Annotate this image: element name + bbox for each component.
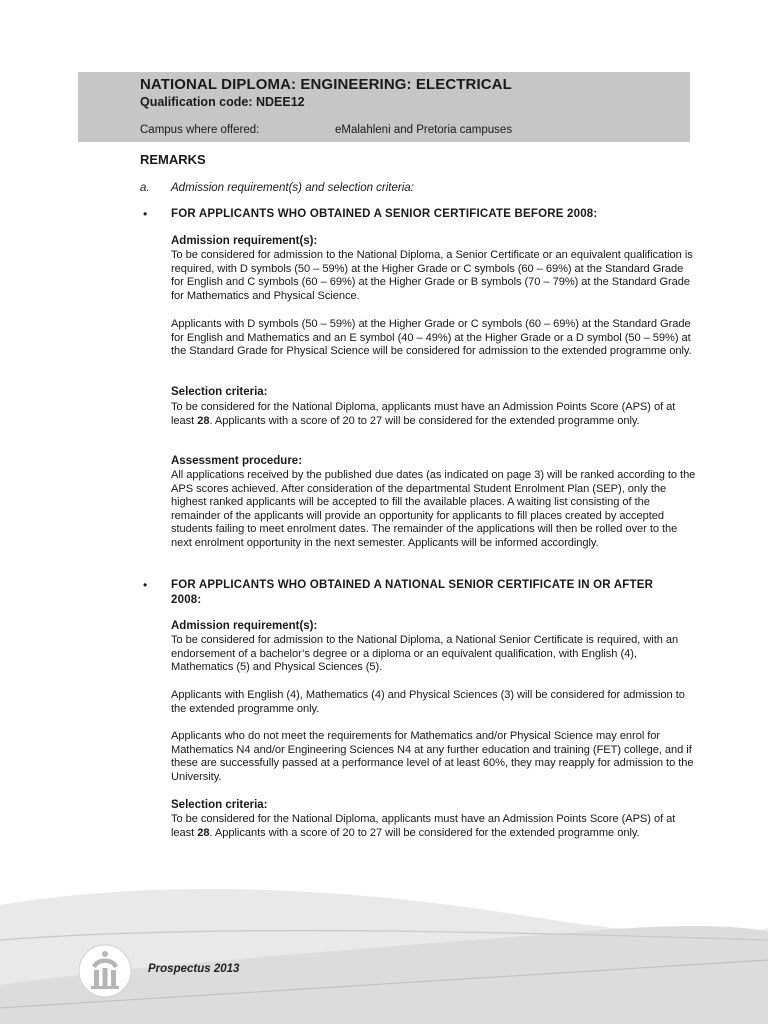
qualification-code: Qualification code: NDEE12 [140,95,305,109]
section2-admission-paragraph-1: To be considered for admission to the National Diploma, a National Senior Certificate is required, with an endorsement of a bachelor’s degree or a diploma or an equivalent qualification, with English (4), Mathematics (5) and Physical Sciences (5). [171,634,679,674]
section1-selection-score: 28 [197,414,210,427]
section1-assessment-heading: Assessment procedure: [171,455,303,467]
section1-selection-heading: Selection criteria: [171,386,268,398]
remarks-item-letter: a. [140,182,150,194]
section1-assessment-paragraph: All applications received by the published due dates (as indicated on page 3) will be ranked according to the APS scores achieved. After consideration of the departmental Student Enrolment Plan (SEP), only the highest ranked applicants will be accepted to fill the available places. A waiting list consisting of the remainder of the applicants will provide an opportunity for applicants to fill places created by accepted students failing to meet enrolment dates. The remainder of the applications will then be rolled over to the next enrolment opportunity in the next semester. Applicants will be informed accordingly. [171,469,696,549]
section2-heading: FOR APPLICANTS WHO OBTAINED A NATIONAL SENIOR CERTIFICATE IN OR AFTER 2008: [171,579,654,606]
section1-admission-paragraph-1: To be considered for admission to the National Diploma, a Senior Certificate or an equivalent qualification is required, with D symbols (50 – 59%) at the Higher Grade or C symbols (60 – 69%) at the Standard Grade for English and C symbols (60 – 69%) at the Higher Grade or B symbols (70 – 79%) at the Standard Grade for Mathematics and Physical Science. [171,249,693,302]
section2-selection-paragraph [171,813,696,840]
campus-label: Campus where offered: [140,124,260,136]
section1-selection-paragraph [171,401,696,428]
section2-admission-heading: Admission requirement(s): [171,620,318,632]
university-crest-icon [78,944,132,998]
remarks-item-text: Admission requirement(s) and selection criteria: [171,182,414,194]
section2-selection-score: 28 [197,826,210,839]
bullet-section2: • [143,578,148,592]
section2-admission-paragraph-2: Applicants with English (4), Mathematics (4) and Physical Sciences (3) will be considered for admission to the extended programme only. [171,689,685,715]
section2-admission-paragraph-3: Applicants who do not meet the requirements for Mathematics and/or Physical Science may enrol for Mathematics N4 and/or Engineering Sciences N4 at any further education and training (FET) college, and if these are successfully passed at a performance level of at least 60%, they may reapply for admission to the University. [171,730,694,783]
section1-heading: FOR APPLICANTS WHO OBTAINED A SENIOR CERTIFICATE BEFORE 2008: [171,208,598,220]
section1-admission-heading: Admission requirement(s): [171,235,318,247]
section1-admission-paragraph-2: Applicants with D symbols (50 – 59%) at the Higher Grade or C symbols (60 – 69%) at the Standard Grade for English and Mathematics and an E symbol (40 – 49%) at the Higher Grade or a D symbol (50 – 59%) at the Standard Grade for Physical Science will be considered for admission to the extended programme only. [171,318,692,358]
section2-selection-text-pre: To be considered for the National Diploma, applicants must have an Admission Points Score (APS) of at least [171,813,676,839]
section1-selection-text-post: . Applicants with a score of 20 to 27 will be considered for the extended programme only. [209,414,640,427]
section1-selection-text-pre: To be considered for the National Diploma, applicants must have an Admission Points Score (APS) of at least [171,401,676,427]
campus-value: eMalahleni and Pretoria campuses [335,124,513,136]
page-title: NATIONAL DIPLOMA: ENGINEERING: ELECTRICAL [140,76,512,93]
bullet-section1: • [143,207,148,221]
remarks-heading: REMARKS [140,152,206,167]
section2-selection-text-post: . Applicants with a score of 20 to 27 will be considered for the extended programme only. [209,826,640,839]
section2-selection-heading: Selection criteria: [171,799,268,811]
footer-prospectus-label: Prospectus 2013 [148,963,240,975]
